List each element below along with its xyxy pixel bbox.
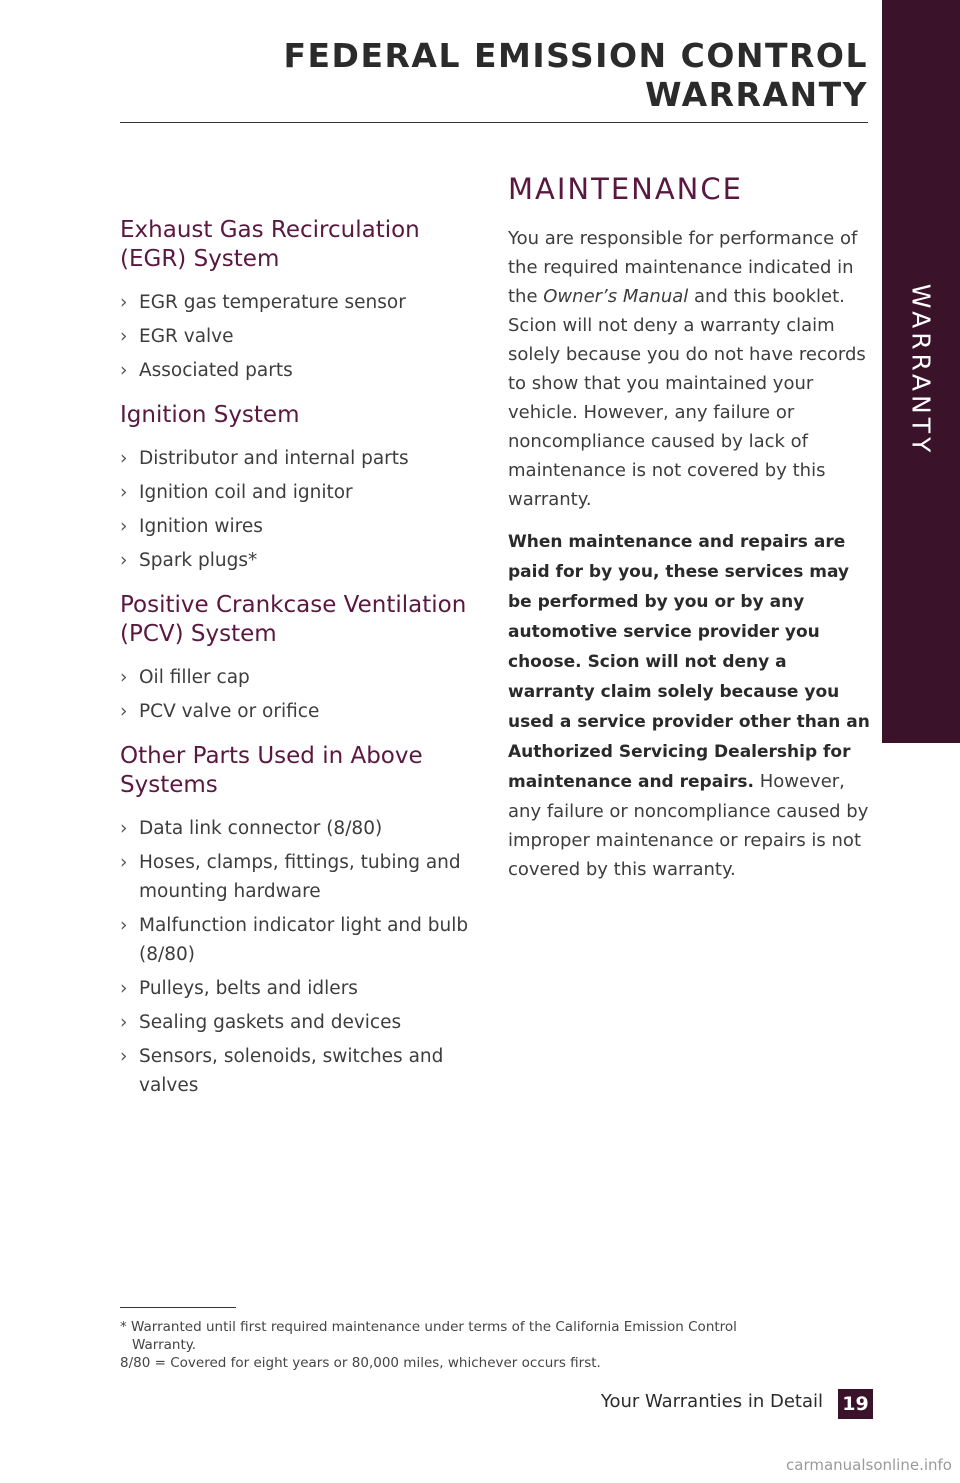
footer-label: Your Warranties in Detail <box>600 1391 823 1412</box>
maintenance-column <box>508 172 870 897</box>
footnote-divider <box>120 1307 236 1308</box>
chevron-right-icon: › <box>120 448 128 469</box>
list-item <box>120 663 480 692</box>
footnote-line: 8/80 = Covered for eight years or 80,000 miles, whichever occurs first. <box>120 1355 601 1371</box>
list-item-text: EGR gas temperature sensor <box>139 292 406 313</box>
section-heading: Positive Crankcase Ventilation (PCV) System <box>120 592 467 647</box>
list-item-text: Oil filler cap <box>139 667 250 688</box>
list-item <box>120 1042 480 1100</box>
parts-list <box>120 288 480 385</box>
list-item-text: Associated parts <box>139 360 293 381</box>
footnote-line: * Warranted until first required maintenance under terms of the California Emission Control <box>120 1319 737 1335</box>
egr-section <box>120 216 480 385</box>
list-item-text: Malfunction indicator light and bulb (8/80) <box>139 915 469 965</box>
paragraph-text: However, any failure or noncompliance caused by improper maintenance or repairs is not covered by this warranty. <box>508 771 869 880</box>
parts-list <box>120 444 480 575</box>
list-item <box>120 848 480 906</box>
list-item <box>120 911 480 969</box>
list-item <box>120 322 480 351</box>
list-item <box>120 444 480 473</box>
chevron-right-icon: › <box>120 852 128 873</box>
chevron-right-icon: › <box>120 978 128 999</box>
paragraph-emphasis: When maintenance and repairs are paid for by you, these services may be performed by you or by any automotive service provider you choose. Scion will not deny a warranty claim solely because you used a service provider other than an Authorized Servicing Dealership for maintenance and repairs. <box>508 532 870 792</box>
footnotes <box>120 1318 840 1372</box>
chevron-right-icon: › <box>120 1012 128 1033</box>
chevron-right-icon: › <box>120 482 128 503</box>
list-item-text: Ignition coil and ignitor <box>139 482 353 503</box>
list-item <box>120 546 480 575</box>
chevron-right-icon: › <box>120 360 128 381</box>
list-item-text: Sealing gaskets and devices <box>139 1012 402 1033</box>
maintenance-heading: MAINTENANCE <box>508 172 743 206</box>
parts-list-column <box>120 216 480 1116</box>
ignition-section <box>120 401 480 575</box>
maintenance-paragraph <box>508 224 870 514</box>
section-heading: Other Parts Used in Above Systems <box>120 743 423 798</box>
parts-list <box>120 814 480 1100</box>
chevron-right-icon: › <box>120 550 128 571</box>
section-heading: Ignition System <box>120 402 300 428</box>
list-item-text: PCV valve or orifice <box>139 701 320 722</box>
list-item <box>120 974 480 1003</box>
other-parts-section <box>120 742 480 1100</box>
list-item-text: Hoses, clamps, fittings, tubing and mounting hardware <box>139 852 461 902</box>
list-item <box>120 697 480 726</box>
list-item-text: Pulleys, belts and idlers <box>139 978 358 999</box>
chevron-right-icon: › <box>120 667 128 688</box>
list-item-text: Spark plugs* <box>139 550 258 571</box>
list-item <box>120 288 480 317</box>
list-item <box>120 478 480 507</box>
chevron-right-icon: › <box>120 326 128 347</box>
repairs-paragraph <box>508 527 870 884</box>
section-tab-label: WARRANTY <box>906 283 936 457</box>
list-item-text: Data link connector (8/80) <box>139 818 383 839</box>
manual-title: Owner’s Manual <box>543 286 689 307</box>
list-item-text: EGR valve <box>139 326 234 347</box>
footnote-line: Warranty. <box>132 1337 197 1353</box>
paragraph-text: You are responsible for performance of the required maintenance indicated in the <box>508 228 858 307</box>
page-header <box>120 36 868 123</box>
chevron-right-icon: › <box>120 1046 128 1067</box>
section-heading: Exhaust Gas Recirculation (EGR) System <box>120 217 420 272</box>
list-item <box>120 1008 480 1037</box>
chevron-right-icon: › <box>120 818 128 839</box>
page-footer <box>578 1389 873 1421</box>
page-title: FEDERAL EMISSION CONTROL WARRANTY <box>283 36 868 114</box>
list-item <box>120 512 480 541</box>
chevron-right-icon: › <box>120 516 128 537</box>
list-item-text: Distributor and internal parts <box>139 448 409 469</box>
page-number: 19 <box>838 1389 873 1419</box>
parts-list <box>120 663 480 726</box>
list-item-text: Ignition wires <box>139 516 263 537</box>
watermark: carmanualsonline.info <box>786 1456 952 1474</box>
list-item <box>120 356 480 385</box>
pcv-section <box>120 591 480 726</box>
paragraph-text: and this booklet. Scion will not deny a warranty claim solely because you do not have records to show that you maintained your vehicle. However, any failure or noncompliance caused by lack of maintenance is not covered by this warranty. <box>508 286 866 510</box>
chevron-right-icon: › <box>120 701 128 722</box>
list-item <box>120 814 480 843</box>
list-item-text: Sensors, solenoids, switches and valves <box>139 1046 444 1096</box>
chevron-right-icon: › <box>120 292 128 313</box>
chevron-right-icon: › <box>120 915 128 936</box>
